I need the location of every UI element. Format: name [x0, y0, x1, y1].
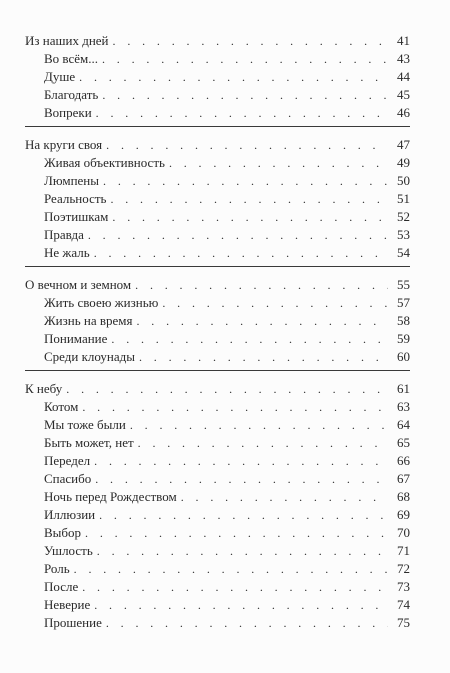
page-number: 55 [397, 277, 410, 292]
toc-entry-title: Вопреки [44, 105, 92, 120]
page-number: 61 [397, 381, 410, 396]
toc-entry [25, 416, 410, 434]
page-number: 70 [397, 525, 410, 540]
dot-leader [74, 560, 388, 578]
toc-entry [25, 226, 410, 244]
toc-entry [25, 596, 410, 614]
toc-entry-title: Передел [44, 453, 91, 468]
page-number: 60 [397, 349, 410, 364]
dot-leader [85, 524, 388, 542]
toc-entry [25, 614, 410, 632]
page-number: 65 [397, 435, 410, 450]
dot-leader [130, 416, 388, 434]
dot-leader [102, 50, 388, 68]
dot-leader [106, 614, 388, 632]
page-number: 63 [397, 399, 410, 414]
toc-entry [25, 452, 410, 470]
toc-section-title: О вечном и земном [25, 277, 132, 292]
dot-leader [97, 542, 388, 560]
page-number: 51 [397, 191, 410, 206]
page-number: 44 [397, 69, 410, 84]
toc-section [25, 136, 410, 267]
toc-entry-title: Реальность [44, 191, 107, 206]
page-number: 71 [397, 543, 410, 558]
page-number: 53 [397, 227, 410, 242]
toc-section-heading [25, 136, 410, 154]
toc-entry-title: Понимание [44, 331, 108, 346]
dot-leader [106, 136, 388, 154]
page-number: 47 [397, 137, 410, 152]
dot-leader [162, 294, 388, 312]
toc-entry-title: Люмпены [44, 173, 100, 188]
dot-leader [169, 154, 388, 172]
toc-entry [25, 348, 410, 366]
page-number: 43 [397, 51, 410, 66]
toc-section-title: На круги своя [25, 137, 103, 152]
toc-entry-title: Жизнь на время [44, 313, 133, 328]
toc-section [25, 380, 410, 636]
page-number: 59 [397, 331, 410, 346]
page-number: 52 [397, 209, 410, 224]
toc-section-title: Из наших дней [25, 33, 109, 48]
dot-leader [138, 434, 388, 452]
toc-entry-title: Прошение [44, 615, 102, 630]
toc-entry [25, 190, 410, 208]
page-number: 67 [397, 471, 410, 486]
toc-entry [25, 86, 410, 104]
page-number: 45 [397, 87, 410, 102]
dot-leader [88, 226, 388, 244]
toc-entry-title: Во всём... [44, 51, 98, 66]
toc-entry [25, 154, 410, 172]
page-number: 64 [397, 417, 410, 432]
toc-entry [25, 172, 410, 190]
toc-section-heading [25, 32, 410, 50]
toc-section-heading [25, 380, 410, 398]
dot-leader [135, 276, 388, 294]
toc-section [25, 32, 410, 127]
dot-leader [94, 244, 388, 262]
toc-entry-title: Поэтишкам [44, 209, 109, 224]
page-number: 49 [397, 155, 410, 170]
toc-entry-title: Душе [44, 69, 76, 84]
page-number: 41 [397, 33, 410, 48]
page-number: 57 [397, 295, 410, 310]
toc-entry [25, 560, 410, 578]
dot-leader [110, 190, 388, 208]
toc-entry [25, 50, 410, 68]
toc-entry-title: Живая объективность [44, 155, 165, 170]
toc-entry-title: После [44, 579, 79, 594]
dot-leader [112, 208, 388, 226]
toc-entry [25, 312, 410, 330]
toc-entry [25, 398, 410, 416]
dot-leader [82, 398, 388, 416]
dot-leader [181, 488, 388, 506]
dot-leader [96, 104, 388, 122]
dot-leader [103, 172, 388, 190]
toc-entry [25, 470, 410, 488]
toc-entry [25, 294, 410, 312]
dot-leader [66, 380, 388, 398]
toc-entry-title: Ночь перед Рождеством [44, 489, 177, 504]
toc-entry [25, 208, 410, 226]
toc-entry [25, 488, 410, 506]
toc-entry-title: Неверие [44, 597, 91, 612]
dot-leader [95, 470, 388, 488]
toc-entry-title: Котом [44, 399, 79, 414]
page-number: 69 [397, 507, 410, 522]
toc-entry-title: Не жаль [44, 245, 90, 260]
page-number: 50 [397, 173, 410, 188]
dot-leader [111, 330, 388, 348]
toc-entry [25, 434, 410, 452]
dot-leader [79, 68, 388, 86]
page-number: 72 [397, 561, 410, 576]
page-number: 46 [397, 105, 410, 120]
page-number: 66 [397, 453, 410, 468]
page-number: 74 [397, 597, 410, 612]
page-number: 75 [397, 615, 410, 630]
toc-entry-title: Выбор [44, 525, 82, 540]
toc-entry [25, 578, 410, 596]
toc-entry-title: Роль [44, 561, 70, 576]
toc-section-heading [25, 276, 410, 294]
toc-entry-title: Ушлость [44, 543, 93, 558]
dot-leader [99, 506, 388, 524]
dot-leader [102, 86, 388, 104]
toc-entry-title: Среди клоунады [44, 349, 135, 364]
toc-entry [25, 524, 410, 542]
toc-entry [25, 68, 410, 86]
toc-section-title: К небу [25, 381, 63, 396]
toc-entry-title: Жить своею жизнью [44, 295, 159, 310]
dot-leader [136, 312, 388, 330]
dot-leader [94, 596, 388, 614]
page-number: 68 [397, 489, 410, 504]
page-number: 54 [397, 245, 410, 260]
dot-leader [113, 32, 388, 50]
toc-entry [25, 506, 410, 524]
toc-entry [25, 104, 410, 122]
toc-entry [25, 244, 410, 262]
toc-entry-title: Благодать [44, 87, 99, 102]
table-of-contents [25, 32, 410, 645]
dot-leader [82, 578, 388, 596]
toc-section [25, 276, 410, 371]
dot-leader [139, 348, 388, 366]
dot-leader [94, 452, 388, 470]
toc-entry-title: Иллюзии [44, 507, 96, 522]
toc-entry [25, 330, 410, 348]
page-number: 73 [397, 579, 410, 594]
toc-entry-title: Быть может, нет [44, 435, 134, 450]
toc-entry-title: Правда [44, 227, 84, 242]
page-number: 58 [397, 313, 410, 328]
toc-entry-title: Спасибо [44, 471, 92, 486]
toc-entry [25, 542, 410, 560]
toc-entry-title: Мы тоже были [44, 417, 126, 432]
